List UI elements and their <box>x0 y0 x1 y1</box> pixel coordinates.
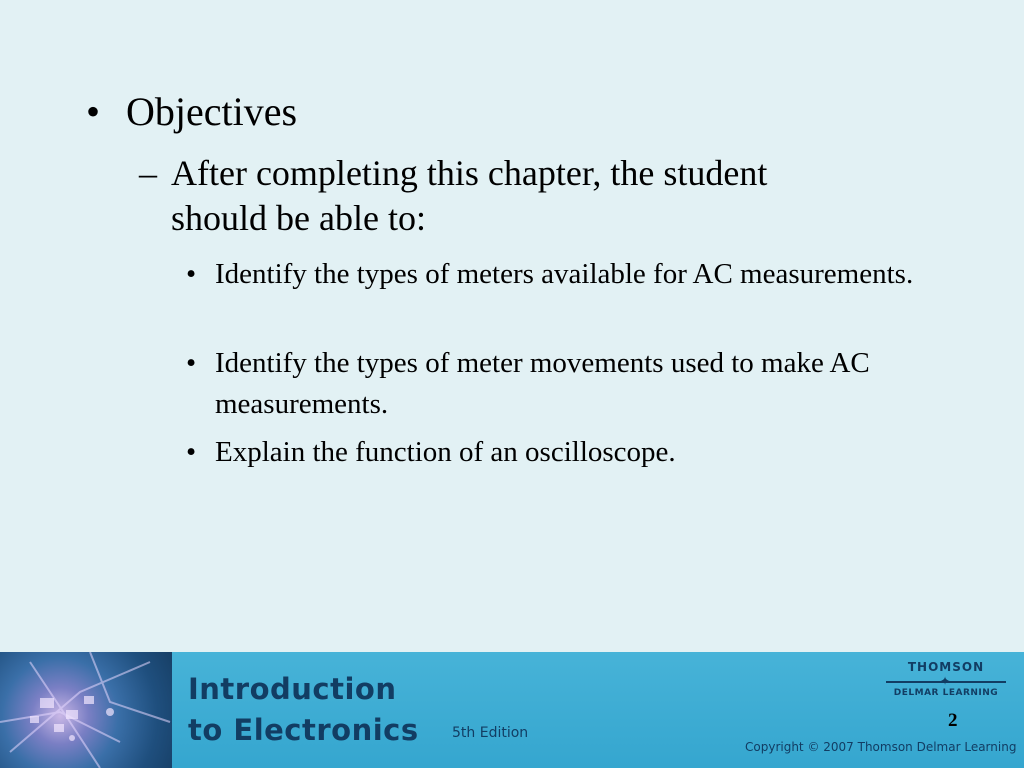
star-icon: ✦ <box>940 674 951 688</box>
heading-text: Objectives <box>126 89 298 134</box>
circuit-board-icon <box>0 652 172 768</box>
publisher-subname: DELMAR LEARNING <box>893 688 999 698</box>
book-title-line1: Introduction <box>188 672 397 706</box>
bullet-icon: • <box>186 258 197 290</box>
circuit-board-image <box>0 652 172 768</box>
edition-label: 5th Edition <box>452 725 529 741</box>
objective-item-text: Identify the types of meter movements used to make AC measurements. <box>215 347 870 420</box>
page-number: 2 <box>948 710 958 731</box>
bullet-icon: • <box>186 436 197 468</box>
bullet-icon: • <box>86 89 101 134</box>
publisher-name: THOMSON <box>907 660 985 674</box>
footer-banner <box>0 652 1024 768</box>
copyright-text: Copyright © 2007 Thomson Delmar Learning <box>745 740 1017 754</box>
objective-item-text: Explain the function of an oscilloscope. <box>215 436 676 468</box>
objective-item-text: Identify the types of meters available for AC measurements. <box>215 258 914 290</box>
bullet-icon: • <box>186 347 197 379</box>
publisher-logo <box>880 660 1012 698</box>
dash-icon: – <box>139 153 157 193</box>
sub-bullet-text: After completing this chapter, the student should be able to: <box>171 153 768 238</box>
book-title-line2: to Electronics <box>188 713 419 747</box>
logo-star-rule <box>880 674 1012 688</box>
